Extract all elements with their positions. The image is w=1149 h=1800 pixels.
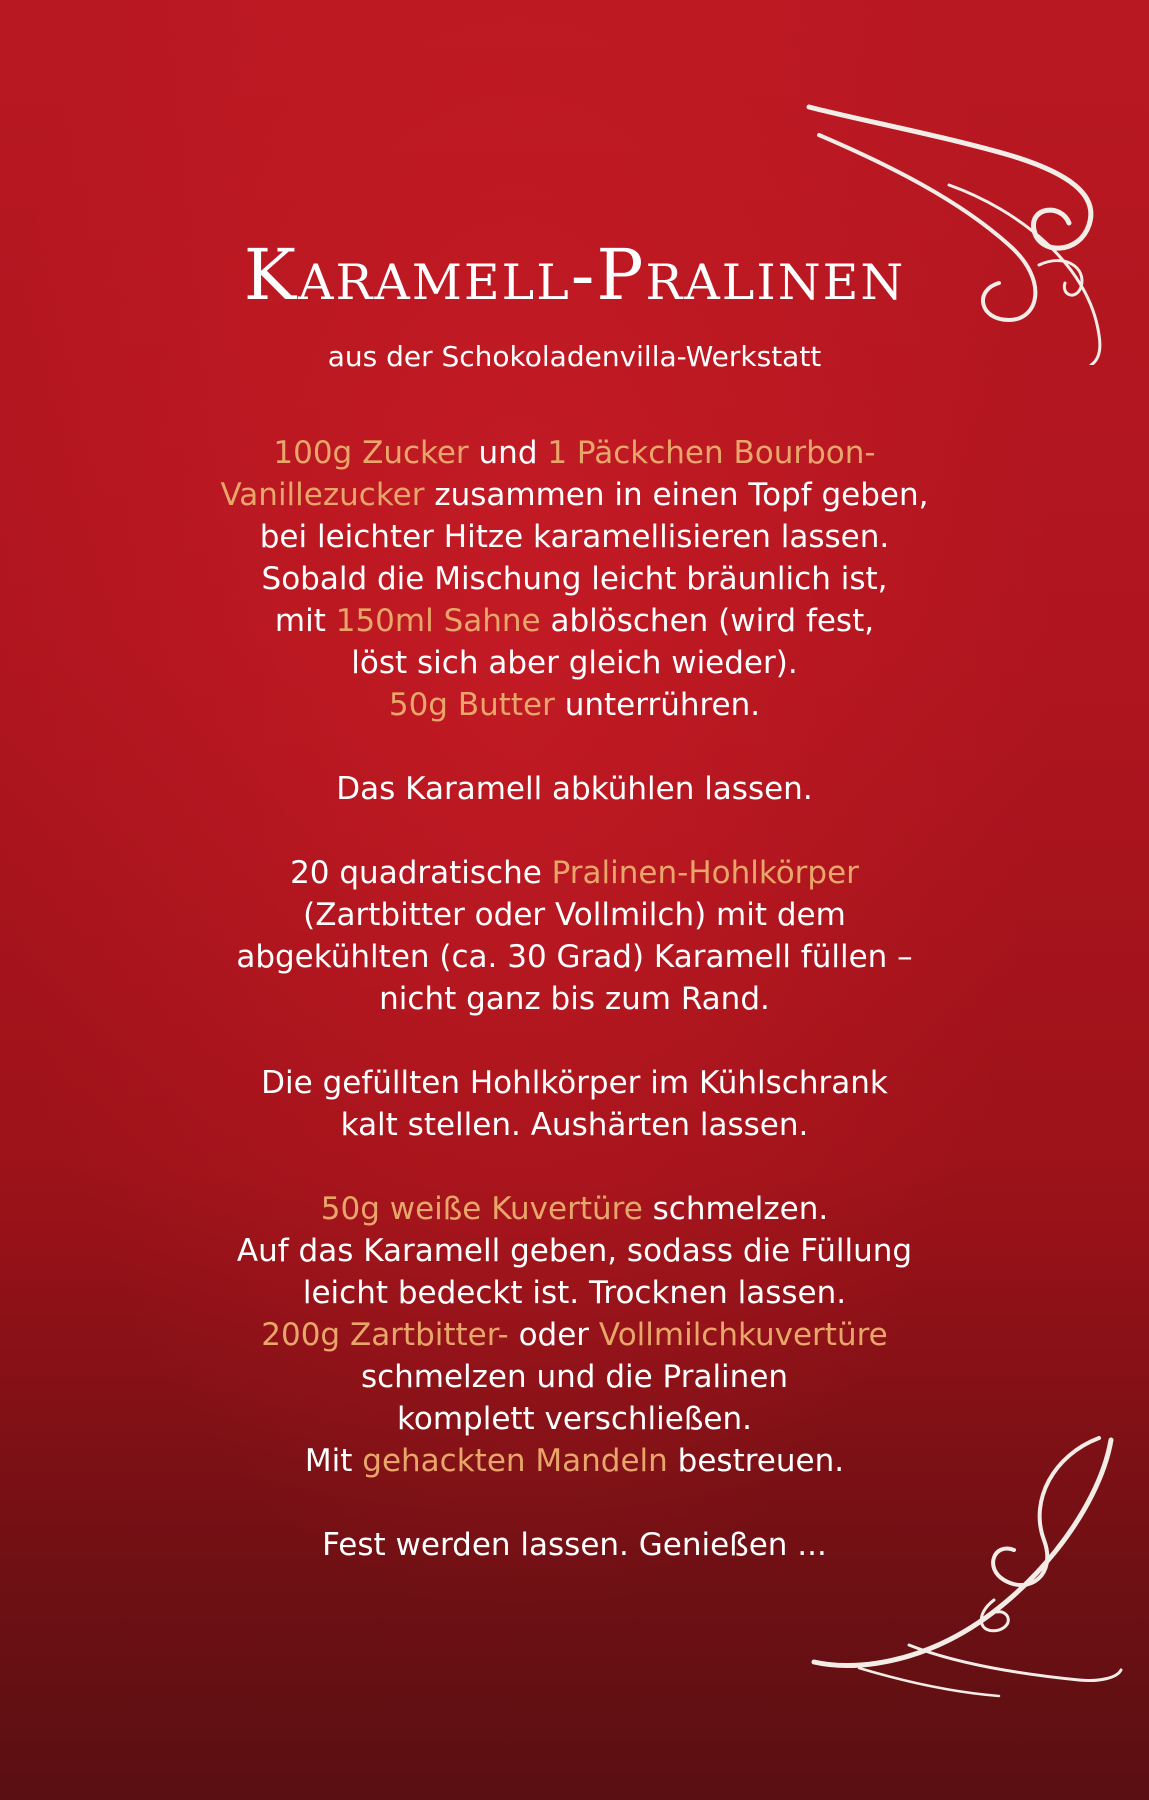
swirl-ornament-bottom-icon bbox=[799, 1430, 1129, 1700]
recipe-instructions bbox=[0, 432, 1149, 1566]
ingredient: Vanillezucker bbox=[220, 477, 425, 513]
swirl-ornament-top-icon bbox=[799, 95, 1129, 365]
ingredient: 50g Butter bbox=[388, 687, 555, 723]
ingredient: Vollmilchkuvertüre bbox=[598, 1317, 888, 1353]
step-finish: Fest werden lassen. Genießen ... bbox=[322, 1527, 827, 1563]
step-cool: Das Karamell abkühlen lassen. bbox=[336, 771, 813, 807]
step-chill: Die gefüllten Hohlkörper im Kühlschrank kalt stellen. Aushärten lassen. bbox=[261, 1065, 888, 1143]
ingredient: 100g Zucker bbox=[273, 435, 469, 471]
recipe-title: Karamell-Pralinen bbox=[243, 234, 906, 316]
recipe-subtitle: aus der Schokoladenvilla-Werkstatt bbox=[327, 340, 822, 373]
step-caramelize: 100g Zucker und 1 Päckchen Bourbon- Vanillezucker zusammen in einen Topf geben, bei leichter Hitze karamellisieren lassen. Sobald die Mischung leicht bräunlich ist, mit 150ml Sahne ablöschen (wird fest, löst sich aber gleich wieder). 50g Butter unterrühren. bbox=[220, 435, 929, 723]
ingredient: gehackten Mandeln bbox=[362, 1443, 668, 1479]
step-fill: 20 quadratische Pralinen-Hohlkörper (Zartbitter oder Vollmilch) mit dem abgekühlten (ca. 30 Grad) Karamell füllen – nicht ganz bis zum Rand. bbox=[236, 855, 913, 1017]
ingredient: 200g Zartbitter- bbox=[261, 1317, 509, 1353]
ingredient: 1 Päckchen Bourbon- bbox=[547, 435, 876, 471]
ingredient: 50g weiße Kuvertüre bbox=[320, 1191, 643, 1227]
ingredient: Pralinen-Hohlkörper bbox=[551, 855, 859, 891]
step-coat: 50g weiße Kuvertüre schmelzen. Auf das Karamell geben, sodass die Füllung leicht bedeckt ist. Trocknen lassen. 200g Zartbitter- oder Vollmilchkuvertüre schmelzen und die Pralinen komplett verschließen. Mit gehackten Mandeln bestreuen. bbox=[236, 1191, 913, 1479]
ingredient: 150ml Sahne bbox=[335, 603, 541, 639]
